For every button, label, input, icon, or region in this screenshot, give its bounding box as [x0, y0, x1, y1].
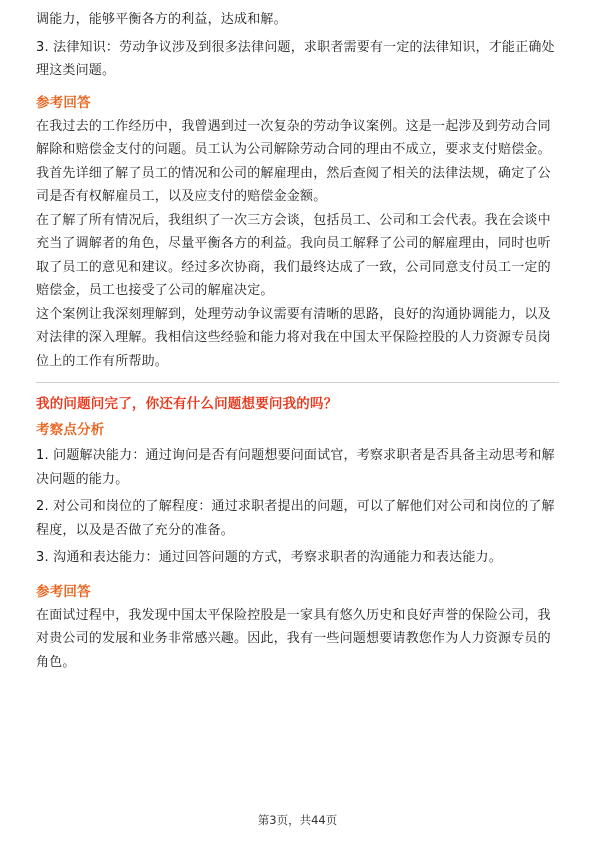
question-title: 我的问题问完了，你还有什么问题想要问我的吗？: [36, 396, 338, 412]
section-divider: [36, 382, 559, 383]
page-content: [36, 8, 559, 674]
answer1-paragraph: 在了解了所有情况后，我组织了一次三方会谈，包括员工、公司和工会代表。我在会谈中充当了调解者的角色，尽量平衡各方的利益。我向员工解释了公司的解雇理由，同时也听取了员工的意见和建议。经过多次协商，我们最终达成了一致，公司同意支付员工一定的赔偿金，员工也接受了公司的解雇决定。: [36, 212, 551, 298]
page-number: 第3页，共44页: [257, 813, 338, 827]
intro-continuation: 调能力，能够平衡各方的利益，达成和解。: [36, 12, 287, 27]
answer-heading-2: 参考回答: [36, 583, 91, 600]
analysis-point: 3. 沟通和表达能力：通过回答问题的方式，考察求职者的沟通能力和表达能力。: [36, 550, 502, 565]
answer1-paragraph: 在我过去的工作经历中，我曾遇到过一次复杂的劳动争议案例。这是一起涉及到劳动合同解除和赔偿金支付的问题。员工认为公司解除劳动合同的理由不成立，要求支付赔偿金。我首先详细了解了员工的情况和公司的解雇理由，然后查阅了相关的法律法规，确定了公司是否有权解雇员工，以及应支付的赔偿金金额。: [36, 118, 551, 204]
answer-heading-1: 参考回答: [36, 94, 91, 111]
intro-point-3: 3. 法律知识：劳动争议涉及到很多法律问题，求职者需要有一定的法律知识，才能正确处理这类问题。: [36, 39, 555, 78]
answer2-paragraph: 在面试过程中，我发现中国太平保险控股是一家具有悠久历史和良好声誉的保险公司，我对贵公司的发展和业务非常感兴趣。因此，我有一些问题想要请教您作为人力资源专员的角色。: [36, 607, 551, 670]
analysis-point: 2. 对公司和岗位的了解程度：通过求职者提出的问题，可以了解他们对公司和岗位的了解程度，以及是否做了充分的准备。: [36, 499, 555, 538]
analysis-point: 1. 问题解决能力：通过询问是否有问题想要问面试官，考察求职者是否具备主动思考和解决问题的能力。: [36, 448, 555, 487]
analysis-heading: 考察点分析: [36, 422, 105, 438]
answer1-paragraph: 这个案例让我深刻理解到，处理劳动争议需要有清晰的思路，良好的沟通协调能力，以及对法律的深入理解。我相信这些经验和能力将对我在中国太平保险控股的人力资源专员岗位上的工作有所帮助。: [36, 306, 551, 369]
